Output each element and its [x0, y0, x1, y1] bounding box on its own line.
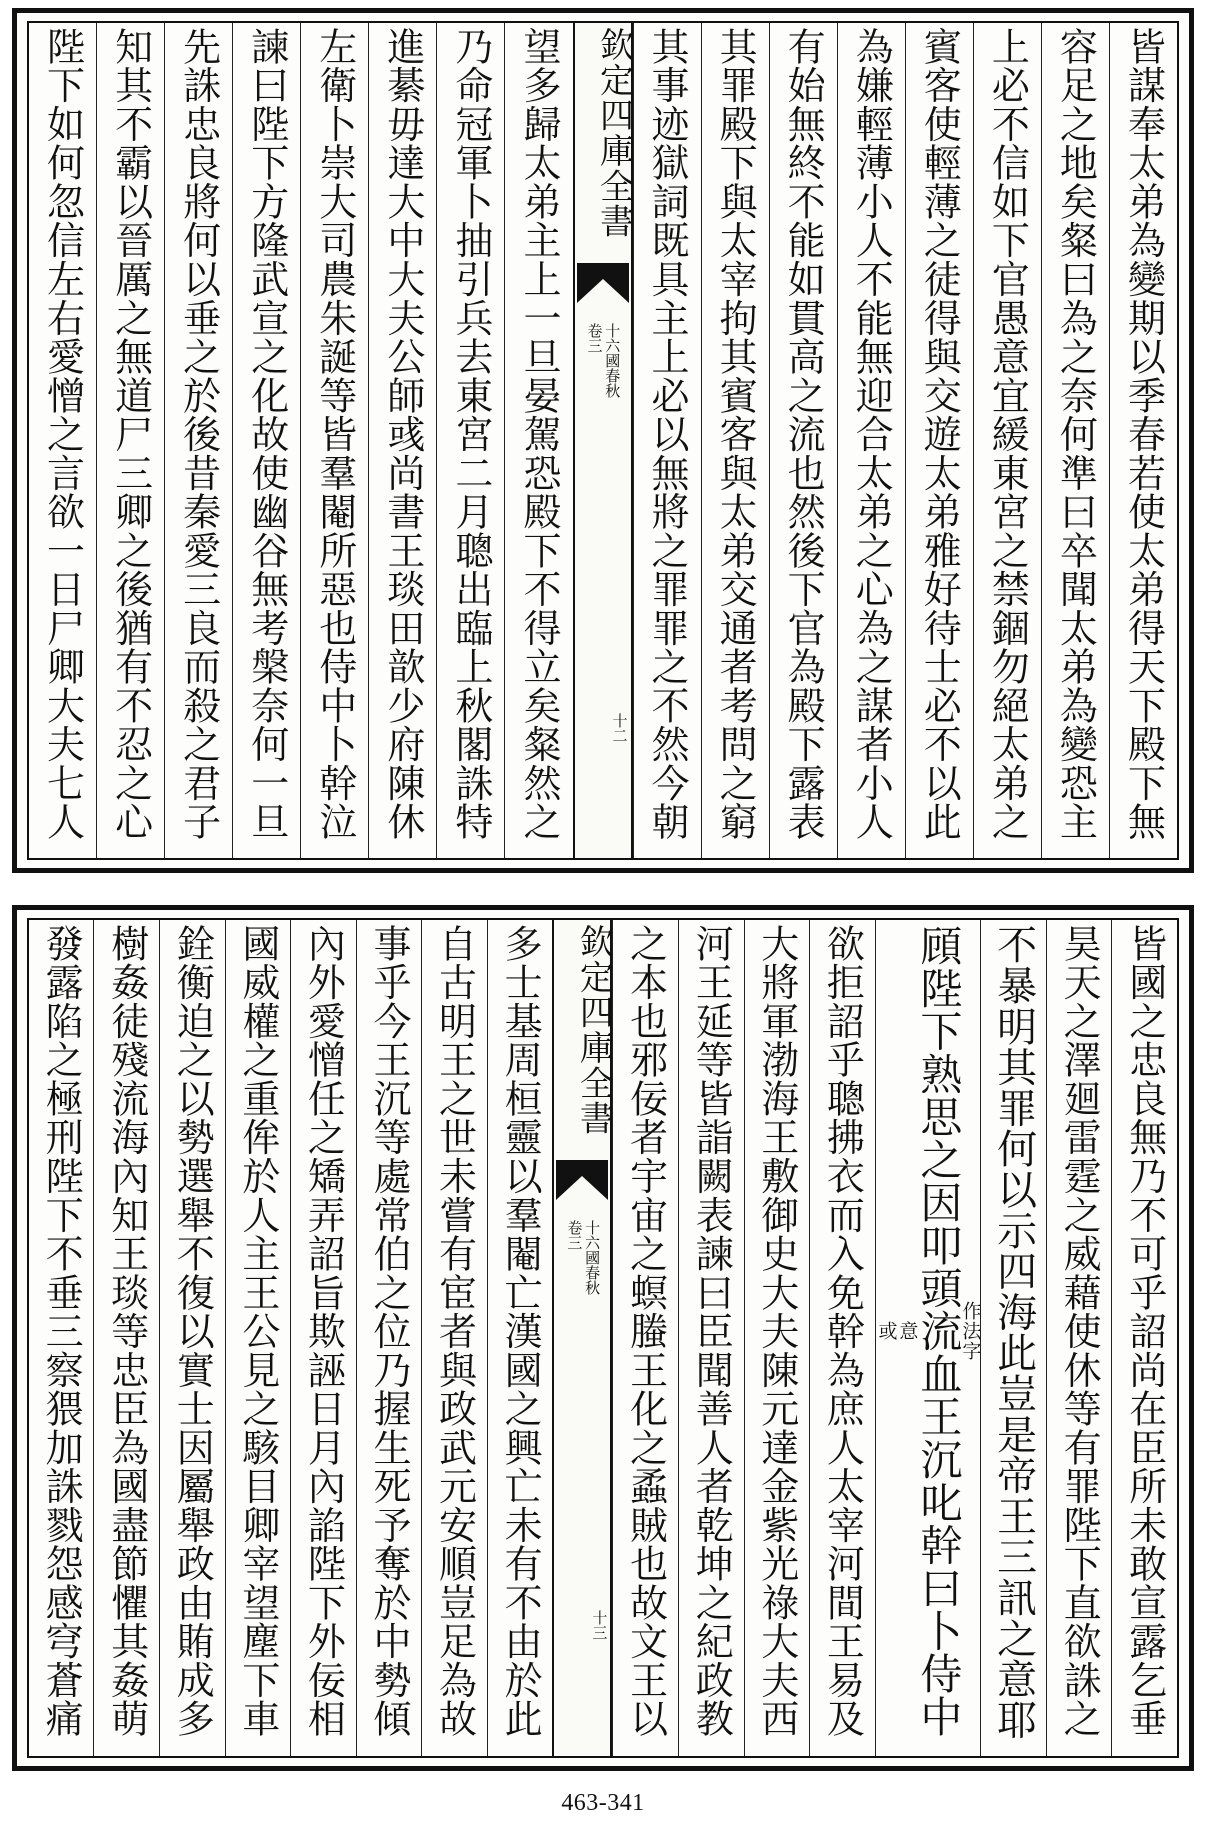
annotated-column	[875, 920, 981, 1756]
text-column: 皆國之忠良無乃不可乎詔尚在臣所未敢宣露乞垂	[1111, 920, 1177, 1756]
lower-text-frame	[27, 918, 1179, 1758]
text-column: 不暴明其罪何以示四海此豈是帝王三訊之意耶	[980, 920, 1046, 1756]
text-column: 國威權之重侔於人主王公見之駭目卿宰望塵下車	[225, 920, 291, 1756]
lower-page	[12, 905, 1194, 1771]
text-column: 欲拒詔乎聰拂衣而入免幹為庶人太宰河間王易及	[809, 920, 875, 1756]
text-column: 先誅忠良將何以垂之於後昔秦愛三良而殺之君子	[164, 23, 232, 858]
text-column: 之本也邪佞者宇宙之螟螣王化之蟊賊也故文王以	[612, 920, 678, 1756]
text-column: 樹姦徒殘流海內知王琰等忠臣為國盡節懼其姦萌	[93, 920, 159, 1756]
text-column: 自古明王之世未嘗有宦者與政武元安順豈足為故	[421, 920, 487, 1756]
text-column: 進綦毋達大中大夫公師彧尚書王琰田歆少府陳休	[368, 23, 436, 858]
annotated-text: 頋陛下熟思之因叩頭流血王沉叱幹曰卜侍中	[914, 924, 964, 1738]
upper-text-frame	[27, 21, 1179, 860]
book-center-column	[573, 23, 633, 858]
text-column: 其罪殿下與太宰拘其賓客與太弟交通者考問之窮	[701, 23, 769, 858]
fish-tail-icon	[556, 1160, 608, 1200]
text-column: 有始無終不能如貫高之流也然後下官為殿下露表	[769, 23, 837, 858]
fish-tail-icon	[577, 263, 629, 303]
text-column: 其事迹獄詞既具主上必以無將之罪罪之不然今朝	[633, 23, 701, 858]
text-column: 內外愛憎任之矯弄詔旨欺誣日月內諂陛下外佞相	[290, 920, 356, 1756]
text-column: 望多歸太弟主上一旦晏駕恐殿下不得立矣粲然之	[504, 23, 572, 858]
text-column: 事乎今王沉等處常伯之位乃握生死予奪於中勢傾	[356, 920, 422, 1756]
small-note: 作法字	[959, 1301, 982, 1361]
text-column: 銓衡迫之以勢選舉不復以實士因屬舉政由賄成多	[159, 920, 225, 1756]
text-column: 左衛卜崇大司農朱誕等皆羣閹所惡也侍中卜幹泣	[300, 23, 368, 858]
book-title: 欽定四庫全書	[573, 924, 614, 1137]
series-name: 十六國春秋	[603, 323, 622, 398]
text-column: 賓客使輕薄之徒得與交遊太弟雅好待士必不以此	[905, 23, 973, 858]
text-column: 發露陷之極刑陛下不垂三察猥加誅戮怨感穹蒼痛	[39, 924, 84, 1738]
volume-label	[556, 1220, 608, 1295]
text-column: 上必不信如下官愚意宜緩東宮之禁錮勿絕太弟之	[973, 23, 1041, 858]
text-column: 容足之地矣粲曰為之奈何準曰卒聞太弟為變恐主	[1041, 23, 1109, 858]
text-column: 河王延等皆詣闕表諫曰臣聞善人者乾坤之紀政教	[678, 920, 744, 1756]
book-center-column	[552, 920, 612, 1756]
text-column: 陛下如何忽信左右愛憎之言欲一日尸卿大夫七人	[40, 27, 85, 841]
text-column: 乃命冠軍卜抽引兵去東宮二月聰出臨上秋閣誅特	[436, 23, 504, 858]
text-column: 皆謀奉太弟為變期以季春若使太弟得天下殿下無	[1109, 23, 1177, 858]
text-column: 為嫌輕薄小人不能無迎合太弟之心為之謀者小人	[837, 23, 905, 858]
text-column: 昊天之澤廻雷霆之威藉使休等有罪陛下直欲誅之	[1046, 920, 1112, 1756]
book-title: 欽定四庫全書	[593, 27, 634, 240]
text-column: 多士基周桓靈以羣閹亡漢國之興亡未有不由於此	[487, 920, 553, 1756]
footer-page-reference: 463-341	[561, 1790, 645, 1816]
volume-number: 卷三	[585, 323, 604, 353]
text-column: 大將軍渤海王敷御史大夫陳元達金紫光祿大夫西	[744, 920, 810, 1756]
volume-number: 卷三	[565, 1220, 584, 1250]
small-note: 意	[896, 1321, 919, 1341]
small-note: 或	[875, 1321, 898, 1341]
series-name: 十六國春秋	[583, 1220, 602, 1295]
text-column: 知其不霸以晉厲之無道尸三卿之後猶有不忍之心	[96, 23, 164, 858]
page-number: 十三	[590, 1610, 609, 1640]
text-column: 諫曰陛下方隆武宣之化故使幽谷無考槃奈何一旦	[232, 23, 300, 858]
page-number: 十二	[610, 713, 629, 743]
volume-label	[577, 323, 629, 398]
upper-page	[12, 8, 1194, 873]
